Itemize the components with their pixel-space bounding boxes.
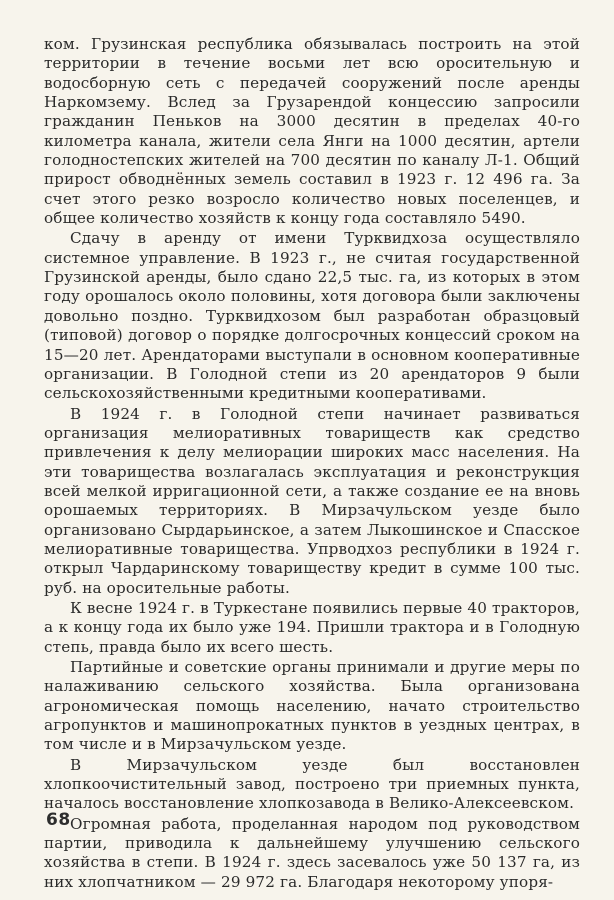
- paragraph: Партийные и советские органы принимали и другие меры по налаживанию сельского хозяйства. Была организована агрономическая помощь населению, начато строительство агропунктов и машинопрокатных пунктов в уездных центрах, в том числе и в Мирзачульском уезде.: [44, 658, 580, 754]
- paragraph: К весне 1924 г. в Туркестане появились первые 40 тракторов, а к концу года их было уже 194. Пришли трактора и в Голодную степь, правда было их всего шесть.: [44, 598, 580, 656]
- body-text: [44, 35, 580, 892]
- paragraph: В Мирзачульском уезде был восстановлен хлопкоочистительный завод, построено три приемных пункта, началось восстановление хлопкозавода в Велико-Алексеевском.: [44, 755, 580, 813]
- paragraph: Сдачу в аренду от имени Турквидхоза осуществляло системное управление. В 1923 г., не считая государственной Грузинской аренды, было сдано 22,5 тыс. га, из которых в этом году орошалось около половины, хотя договора были заключены довольно поздно. Турквидхозом был разработан образцовый (типовой) договор о порядке долгосрочных концессий сроком на 15—20 лет. Арендаторами выступали в основном кооперативные организации. В Голодной степи из 20 арендаторов 9 были сельскохозяйственными кредитными кооперативами.: [44, 229, 580, 403]
- paragraph: ком. Грузинская республика обязывалась построить на этой территории в течение восьми лет всю оросительную и водосборную сеть с передачей сооружений после аренды Наркомзему. Вслед за Грузарендой концессию запросили гражданин Пеньков на 3000 десятин в пределах 40-го километра канала, жители села Янги на 1000 десятин, артели голодностепских жителей на 700 десятин по каналу Л-1. Общий прирост обводнённых земель составил в 1923 г. 12 496 га. За счет этого резко возросло количество новых поселенцев, и общее количество хозяйств к концу года составляло 5490.: [44, 35, 580, 228]
- paragraph: В 1924 г. в Голодной степи начинает развиваться организация мелиоративных товариществ как средство привлечения к делу мелиорации широких масс населения. На эти товарищества возлагалась эксплуатация и реконструкция всей мелкой ирригационной сети, а также создание ее на вновь орошаемых территориях. В Мирзачульском уезде было организовано Сырдарьинское, а затем Лыкошинское и Спасское мелиоративные товарищества. Упрводхоз республики в 1924 г. открыл Чардаринскому товариществу кредит в сумме 100 тыс. руб. на оросительные работы.: [44, 404, 580, 597]
- paragraph: Огромная работа, проделанная народом под руководством партии, приводила к дальнейшему улучшению сельского хозяйства в степи. В 1924 г. здесь засевалось уже 50 137 га, из них хлопчатником — 29 972 га. Благодаря некоторому упоря-: [44, 814, 580, 891]
- page-number: 68: [46, 810, 71, 830]
